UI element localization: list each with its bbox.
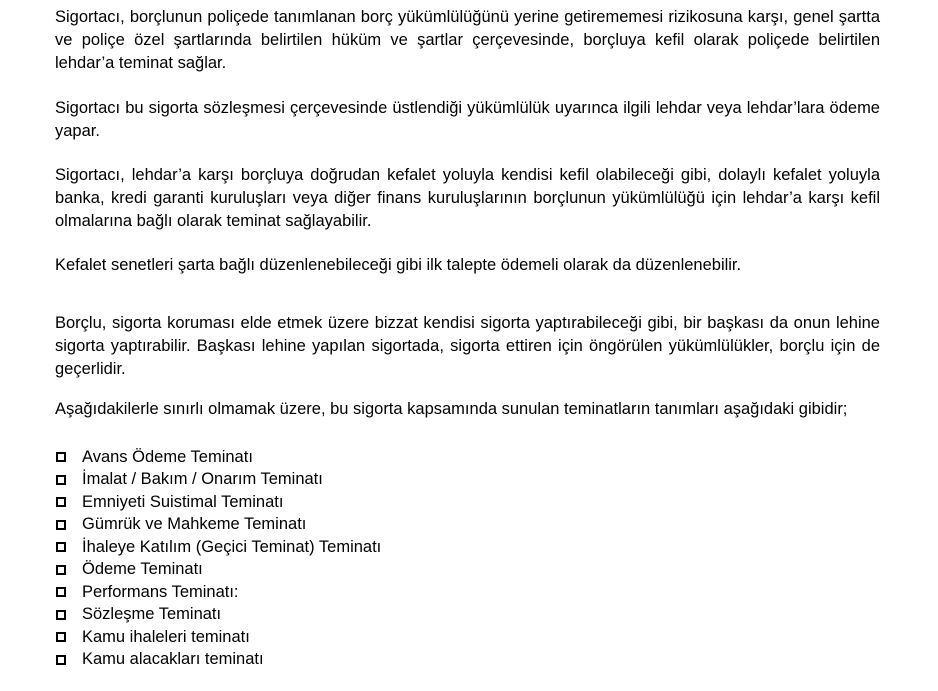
list-item xyxy=(55,536,880,559)
list-item-label: Ödeme Teminatı xyxy=(82,560,203,579)
paragraph-bond-issuance: Kefalet senetleri şarta bağlı düzenlenebileceği gibi ilk talepte ödemeli olarak da düzenlenebilir. xyxy=(55,256,742,274)
checkbox-bullet-icon xyxy=(56,497,66,507)
list-item xyxy=(55,559,880,582)
checkbox-bullet-icon xyxy=(56,587,66,597)
list-item-label: Sözleşme Teminatı xyxy=(82,605,222,624)
list-item xyxy=(55,581,880,604)
checkbox-bullet-icon xyxy=(56,565,66,575)
checkbox-bullet-icon xyxy=(56,542,66,552)
list-item-label: Gümrük ve Mahkeme Teminatı xyxy=(82,515,307,534)
checkbox-bullet-icon xyxy=(56,520,66,530)
list-item xyxy=(55,469,880,492)
list-item-label: Performans Teminatı: xyxy=(82,582,239,601)
list-item-label: Avans Ödeme Teminatı xyxy=(82,447,253,466)
paragraph-coverage-intro: Aşağıdakilerle sınırlı olmamak üzere, bu sigorta kapsamında sunulan teminatların tanımları aşağıdaki gibidir; xyxy=(55,400,848,418)
list-item-label: İmalat / Bakım / Onarım Teminatı xyxy=(82,470,323,489)
list-item xyxy=(55,491,880,514)
list-item xyxy=(55,446,880,469)
checkbox-bullet-icon xyxy=(56,475,66,485)
list-item-label: Kamu alacakları teminatı xyxy=(82,650,264,669)
list-item xyxy=(55,649,880,672)
checkbox-bullet-icon xyxy=(56,452,66,462)
list-item-label: İhaleye Katılım (Geçici Teminat) Teminatı xyxy=(82,537,382,556)
list-item-label: Emniyeti Suistimal Teminatı xyxy=(82,492,284,511)
paragraph-guarantee-scope: Sigortacı, borçlunun poliçede tanımlanan borç yükümlülüğünü yerine getirememesi rizikosuna karşı, genel şartta ve poliçe özel şartlarında belirtilen hüküm ve şartlar çerçevesinde, borçluya kefil olarak poliçede belirtilen lehdar’a teminat sağlar. xyxy=(55,8,880,72)
coverage-list xyxy=(55,446,880,671)
list-item-label: Kamu ihaleleri teminatı xyxy=(82,627,250,646)
list-item xyxy=(55,604,880,627)
checkbox-bullet-icon xyxy=(56,655,66,665)
list-item xyxy=(55,626,880,649)
checkbox-bullet-icon xyxy=(56,610,66,620)
paragraph-surety-types: Sigortacı, lehdar’a karşı borçluya doğrudan kefalet yoluyla kendisi kefil olabileceği gibi, dolaylı kefalet yoluyla banka, kredi garanti kuruluşları veya diğer finans kuruluşlarının borçlunun yükümlülüğü için lehdar’a karşı kefil olmalarına bağlı olarak teminat sağlayabilir. xyxy=(55,166,880,230)
checkbox-bullet-icon xyxy=(56,632,66,642)
list-item xyxy=(55,514,880,537)
paragraph-payment-obligation: Sigortacı bu sigorta sözleşmesi çerçevesinde üstlendiği yükümlülük uyarınca ilgili lehdar veya lehdar’lara ödeme yapar. xyxy=(55,99,880,140)
paragraph-debtor-insurance: Borçlu, sigorta koruması elde etmek üzere bizzat kendisi sigorta yaptırabileceği gibi, bir başkası da onun lehine sigorta yaptırabilir. Başkası lehine yapılan sigortada, sigorta ettiren için öngörülen yükümlülükler, borçlu için de geçerlidir. xyxy=(55,314,880,378)
document-body xyxy=(55,6,880,671)
